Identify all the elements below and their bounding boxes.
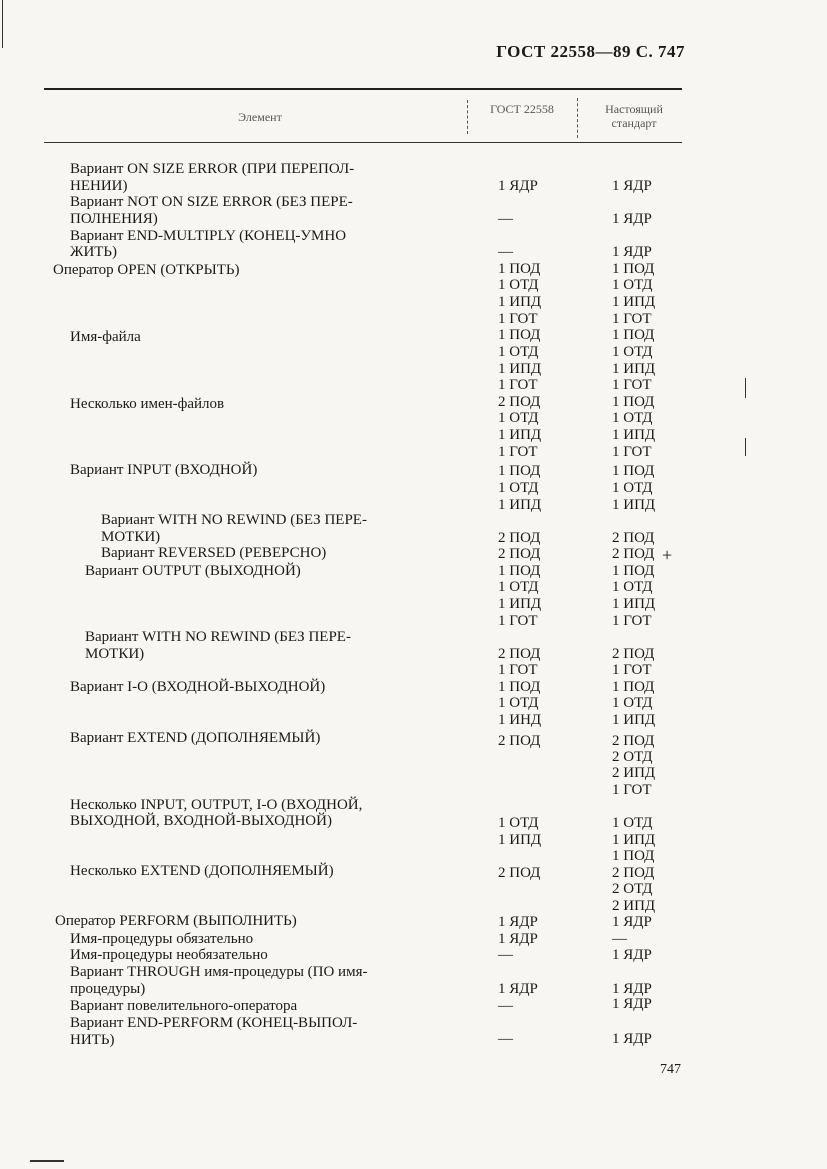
gost-value: 1 ОТД	[498, 815, 539, 831]
standard-value: 2 ОТД	[612, 749, 653, 765]
scan-edge-mark	[2, 0, 3, 48]
element-text-line: Вариант NOT ON SIZE ERROR (БЕЗ ПЕРЕ-	[70, 194, 353, 210]
standard-value: 1 ОТД	[612, 344, 653, 360]
standard-value: 1 ПОД	[612, 463, 655, 479]
gost-value: 2 ПОД	[498, 394, 541, 410]
table-top-rule	[44, 88, 682, 90]
scan-edge-mark	[30, 1160, 64, 1162]
standard-value: 1 ИПД	[612, 712, 656, 728]
gost-value: 1 ИНД	[498, 712, 542, 728]
element-text-line: Несколько имен-файлов	[70, 396, 225, 412]
page-header: ГОСТ 22558—89 С. 747	[496, 42, 685, 61]
gost-value: 1 ЯДР	[498, 981, 538, 997]
element-text-line: ЖИТЬ)	[70, 244, 118, 260]
element-text-line: Оператор PERFORM (ВЫПОЛНИТЬ)	[55, 913, 297, 929]
scan-edge-mark	[745, 378, 746, 398]
standard-value: 1 ЯДР	[612, 996, 652, 1012]
gost-value: —	[498, 1031, 513, 1047]
standard-value: 1 ИПД	[612, 294, 656, 310]
standard-value: 1 ГОТ	[612, 662, 652, 678]
gost-value: 1 ОТД	[498, 410, 539, 426]
gost-value: 1 ГОТ	[498, 311, 538, 327]
gost-value: 1 ГОТ	[498, 377, 538, 393]
standard-value: 1 ИПД	[612, 427, 656, 443]
column-divider	[577, 98, 578, 138]
element-text-line: Имя-файла	[70, 329, 141, 345]
column-divider	[467, 100, 468, 134]
element-text-line: Вариант END-PERFORM (КОНЕЦ-ВЫПОЛ-	[70, 1015, 358, 1031]
gost-value: 1 ИПД	[498, 596, 542, 612]
gost-value: 1 ГОТ	[498, 662, 538, 678]
gost-value: 2 ПОД	[498, 646, 541, 662]
gost-value: 1 ИПД	[498, 427, 542, 443]
element-text-line: процедуры)	[70, 981, 146, 997]
standard-value: 1 ЯДР	[612, 178, 652, 194]
element-text-line: Несколько EXTEND (ДОПОЛНЯЕМЫЙ)	[70, 863, 334, 879]
standard-value: 2 ПОД	[612, 865, 655, 881]
element-text-line: Вариант REVERSED (РЕВЕРСНО)	[101, 545, 327, 561]
gost-value: 1 ЯДР	[498, 914, 538, 930]
gost-value: 2 ПОД	[498, 530, 541, 546]
standard-value: 1 ИПД	[612, 361, 656, 377]
gost-value: 1 ОТД	[498, 695, 539, 711]
element-text-line: Вариант THROUGH имя-процедуры (ПО имя-	[70, 964, 368, 980]
gost-value: 1 ИПД	[498, 294, 542, 310]
plus-mark: +	[662, 545, 673, 565]
standard-value: 2 ОТД	[612, 881, 653, 897]
gost-value: —	[498, 211, 513, 227]
standard-value: 2 ПОД	[612, 546, 655, 562]
element-text-line: НЕНИИ)	[70, 178, 128, 194]
standard-value: 2 ИПД	[612, 765, 656, 781]
gost-value: 1 ПОД	[498, 463, 541, 479]
gost-value: 2 ПОД	[498, 546, 541, 562]
standard-value: 1 ОТД	[612, 410, 653, 426]
column-header-standard: Настоящий стандарт	[605, 102, 663, 130]
element-text-line: Оператор OPEN (ОТКРЫТЬ)	[53, 262, 240, 278]
gost-value: 1 ОТД	[498, 344, 539, 360]
element-text-line: Вариант INPUT (ВХОДНОЙ)	[70, 462, 258, 478]
standard-value: 1 ПОД	[612, 679, 655, 695]
element-text-line: ПОЛНЕНИЯ)	[70, 211, 158, 227]
column-header-gost: ГОСТ 22558	[490, 102, 554, 116]
gost-value: 2 ПОД	[498, 865, 541, 881]
standard-value: 1 ПОД	[612, 327, 655, 343]
standard-value: 2 ПОД	[612, 733, 655, 749]
standard-value: 1 ИПД	[612, 596, 656, 612]
element-text-line: Имя-процедуры необязательно	[70, 947, 268, 963]
element-text-line: Вариант EXTEND (ДОПОЛНЯЕМЫЙ)	[70, 730, 321, 746]
gost-value: —	[498, 244, 513, 260]
gost-value: 1 ГОТ	[498, 613, 538, 629]
gost-value: 1 ИПД	[498, 497, 542, 513]
column-header-element: Элемент	[238, 110, 282, 124]
gost-value: 1 ЯДР	[498, 178, 538, 194]
standard-value: 1 ЯДР	[612, 981, 652, 997]
standard-value: —	[612, 931, 627, 947]
scan-edge-mark	[745, 438, 746, 456]
standard-value: 1 ГОТ	[612, 444, 652, 460]
standard-value: 2 ИПД	[612, 898, 656, 914]
standard-value: 1 ЯДР	[612, 947, 652, 963]
standard-value: 2 ПОД	[612, 646, 655, 662]
table-header-rule	[44, 142, 682, 143]
page-number: 747	[660, 1062, 681, 1077]
standard-value: 1 ИПД	[612, 497, 656, 513]
standard-value: 1 ГОТ	[612, 613, 652, 629]
gost-value: 1 ОТД	[498, 480, 539, 496]
gost-value: 1 ПОД	[498, 563, 541, 579]
element-text-line: Вариант I-O (ВХОДНОЙ-ВЫХОДНОЙ)	[70, 679, 326, 695]
element-text-line: Вариант WITH NO REWIND (БЕЗ ПЕРЕ-	[85, 629, 351, 645]
element-text-line: Имя-процедуры обязательно	[70, 931, 254, 947]
gost-value: 1 ПОД	[498, 327, 541, 343]
gost-value: —	[498, 947, 513, 963]
element-text-line: Вариант ON SIZE ERROR (ПРИ ПЕРЕПОЛ-	[70, 161, 355, 177]
standard-value: 1 ГОТ	[612, 782, 652, 798]
standard-value: 1 ОТД	[612, 480, 653, 496]
standard-value: 1 ПОД	[612, 394, 655, 410]
gost-value: 1 ОТД	[498, 277, 539, 293]
standard-value: 1 ПОД	[612, 563, 655, 579]
gost-value: —	[498, 998, 513, 1014]
gost-value: 1 ПОД	[498, 261, 541, 277]
standard-value: 1 ЯДР	[612, 914, 652, 930]
standard-value: 2 ПОД	[612, 530, 655, 546]
standard-value: 1 ПОД	[612, 261, 655, 277]
gost-value: 2 ПОД	[498, 733, 541, 749]
element-text-line: НИТЬ)	[70, 1032, 115, 1048]
standard-value: 1 ОТД	[612, 277, 653, 293]
element-text-line: МОТКИ)	[101, 529, 161, 545]
element-text-line: Несколько INPUT, OUTPUT, I-O (ВХОДНОЙ,	[70, 797, 363, 813]
element-text-line: ВЫХОДНОЙ, ВХОДНОЙ-ВЫХОДНОЙ)	[70, 813, 332, 829]
gost-value: 1 ГОТ	[498, 444, 538, 460]
gost-value: 1 ОТД	[498, 579, 539, 595]
element-text-line: Вариант повелительного-оператора	[70, 998, 298, 1014]
standard-value: 1 ОТД	[612, 695, 653, 711]
standard-value: 1 ЯДР	[612, 1031, 652, 1047]
standard-value: 1 ОТД	[612, 579, 653, 595]
gost-value: 1 ПОД	[498, 679, 541, 695]
standard-value: 1 ГОТ	[612, 311, 652, 327]
element-text-line: МОТКИ)	[85, 646, 145, 662]
element-text-line: Вариант WITH NO REWIND (БЕЗ ПЕРЕ-	[101, 512, 367, 528]
standard-value: 1 ИПД	[612, 832, 656, 848]
standard-value: 1 ЯДР	[612, 244, 652, 260]
gost-value: 1 ИПД	[498, 832, 542, 848]
element-text-line: Вариант END-MULTIPLY (КОНЕЦ-УМНО	[70, 228, 347, 244]
gost-value: 1 ИПД	[498, 361, 542, 377]
standard-value: 1 ЯДР	[612, 211, 652, 227]
standard-value: 1 ОТД	[612, 815, 653, 831]
standard-value: 1 ПОД	[612, 848, 655, 864]
standard-value: 1 ГОТ	[612, 377, 652, 393]
element-text-line: Вариант OUTPUT (ВЫХОДНОЙ)	[85, 563, 301, 579]
gost-value: 1 ЯДР	[498, 931, 538, 947]
